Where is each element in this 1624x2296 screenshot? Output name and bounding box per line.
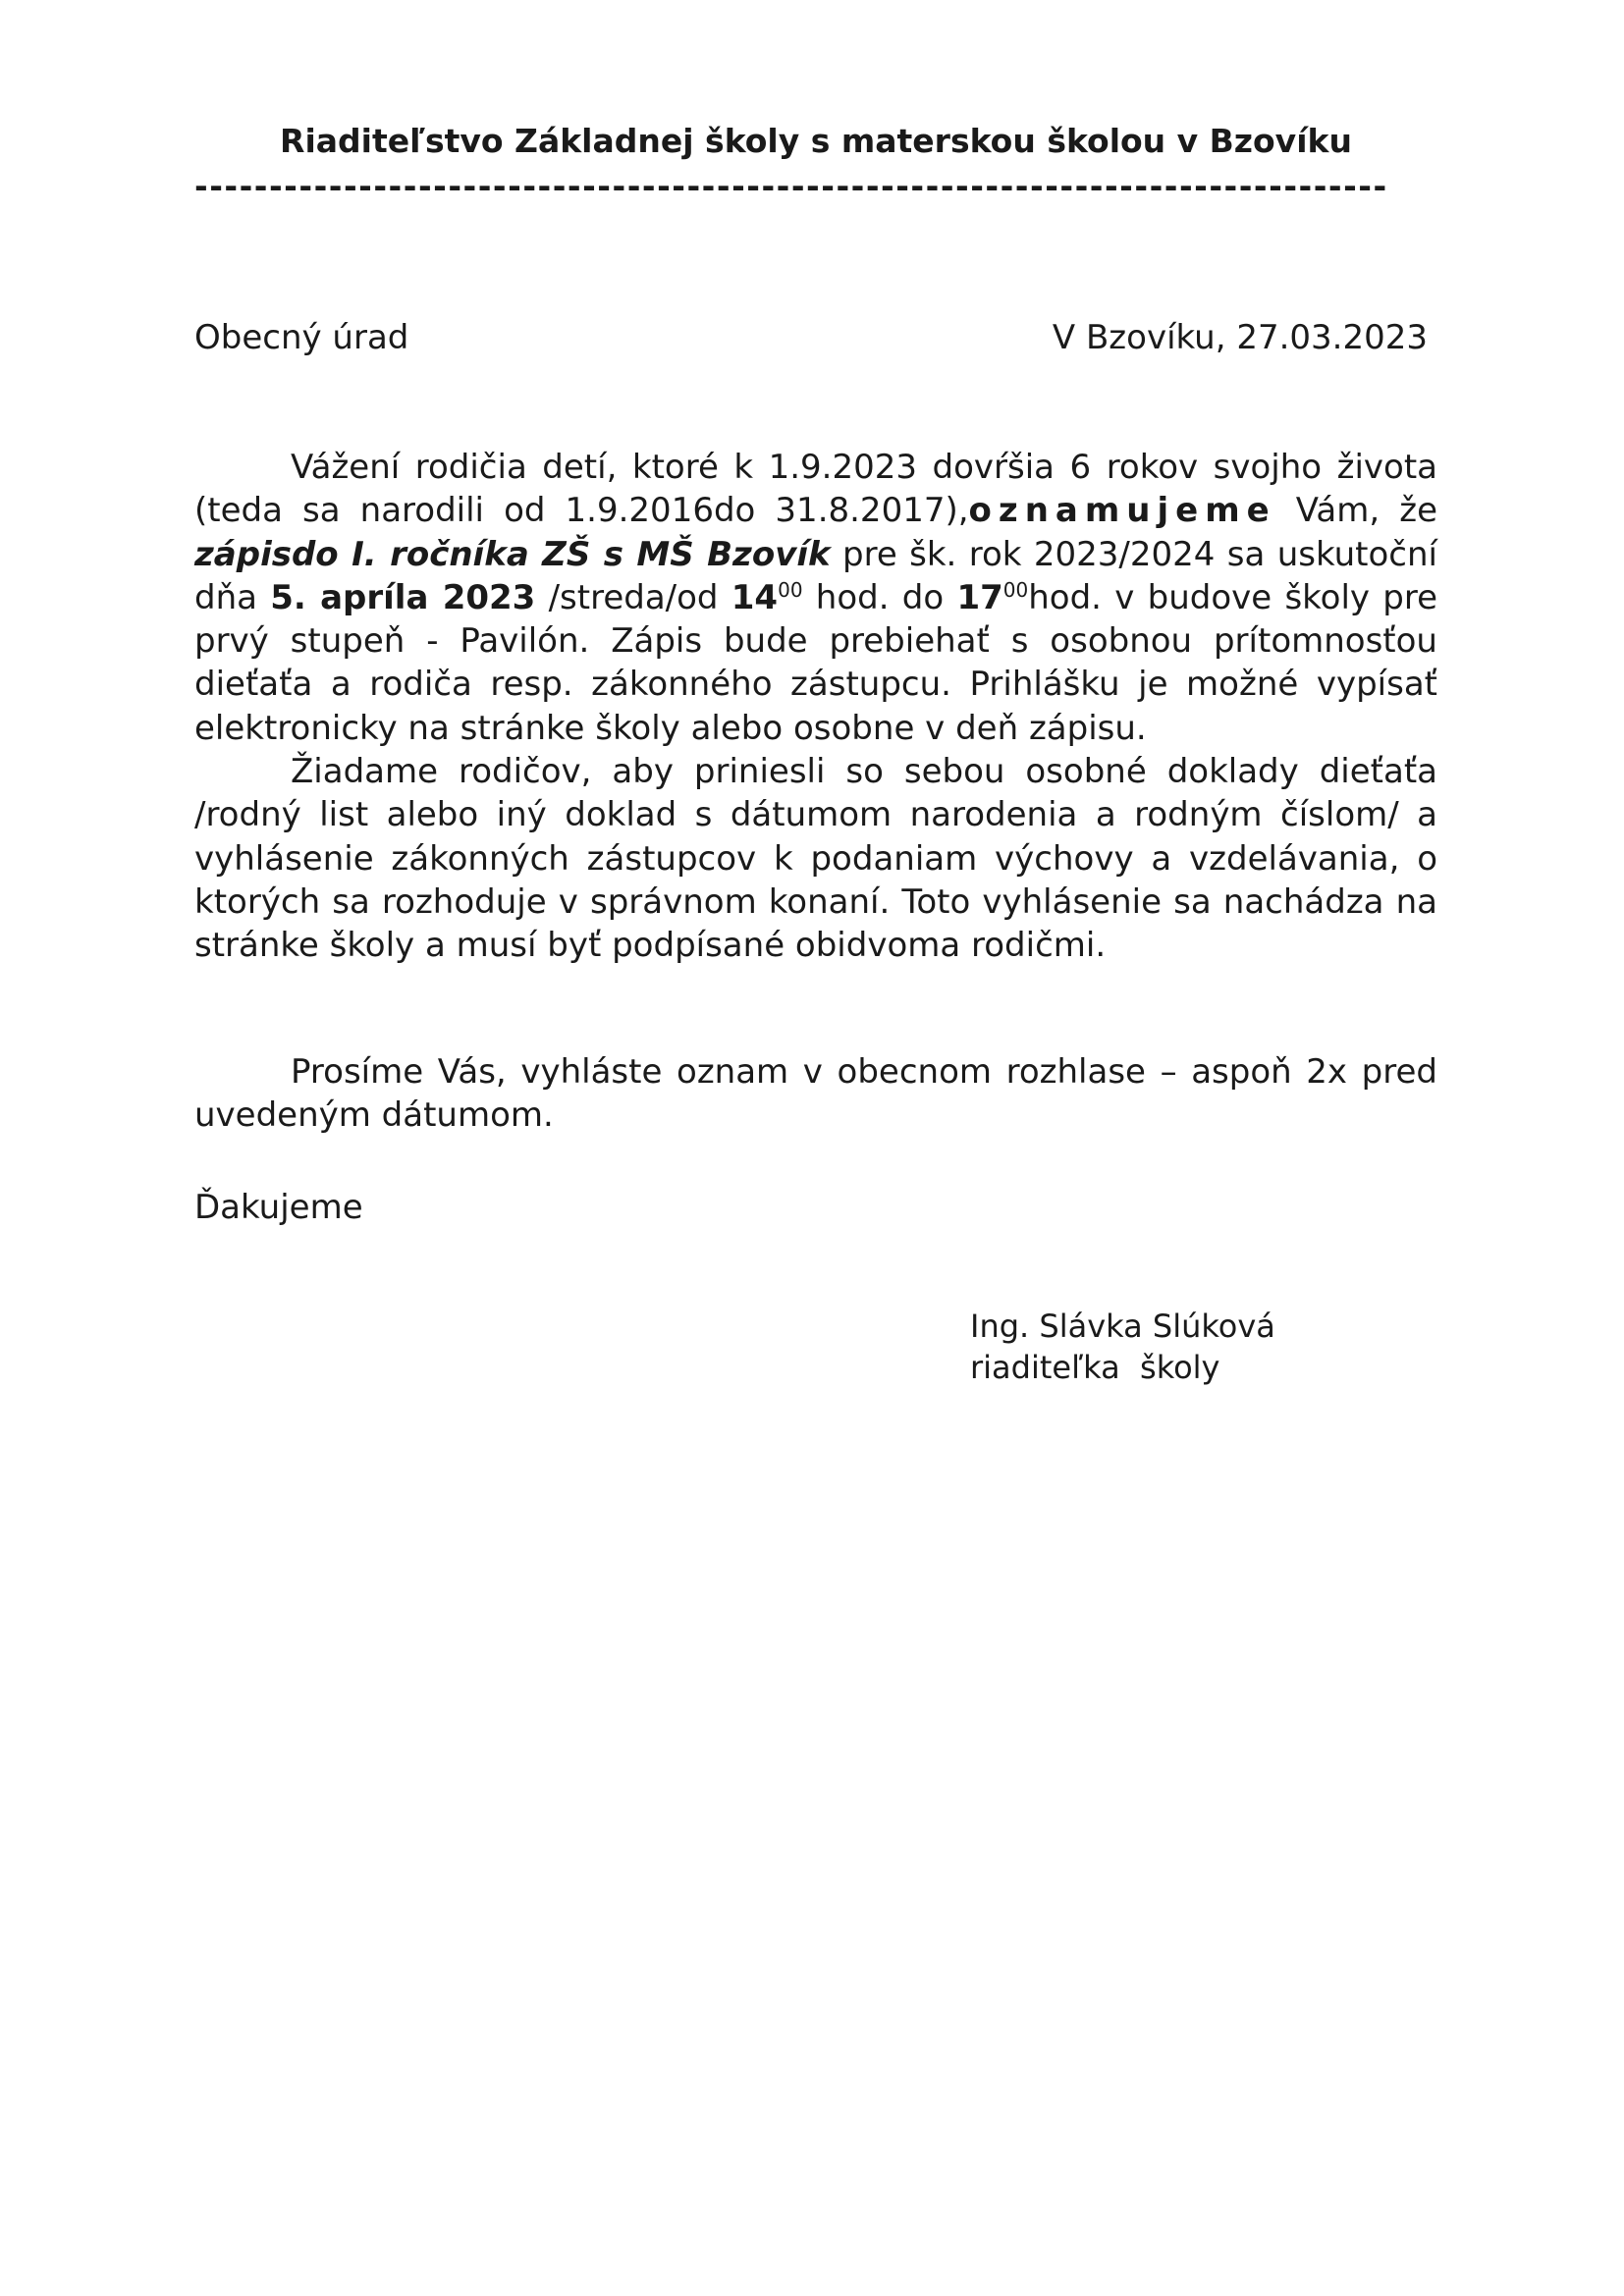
emphasis-announce: oznamujeme bbox=[968, 491, 1276, 531]
signatory-role: riaditeľka školy bbox=[970, 1349, 1220, 1386]
paragraph-documents: Žiadame rodičov, aby priniesli so sebou osobné doklady dieťaťa /rodný list alebo iný doklad s dátumom narodenia a rodným číslom/ a vyhlásenie zákonných zástupcov k podaniam výchovy a vzdelávania, o ktorých sa rozhoduje v správnom konaní. Toto vyhlásenie sa nachádza na stránke školy a musí byť podpísané obidvoma rodičmi. bbox=[194, 752, 1437, 966]
request-block bbox=[194, 1050, 1437, 1138]
enrollment-date: 5. apríla 2023 bbox=[270, 577, 536, 617]
addressee: Obecný úrad bbox=[194, 318, 409, 357]
start-minutes: 00 bbox=[778, 577, 803, 602]
closing-thanks: Ďakujeme bbox=[194, 1188, 363, 1227]
letterhead-divider: -------------------------------------------------------------------------------- bbox=[194, 167, 1388, 205]
text-run: /streda/od bbox=[535, 577, 731, 617]
text-run: hod. v budove školy pre prvý stupeň - Pavilón. Zápis bude prebiehať s osobnou prítomnosťou dieťaťa a rodiča resp. zákonného zástupcu. Prihlášku je možné vypísať elektronicky na stránke školy alebo osobne v deň zápisu. bbox=[194, 577, 1438, 748]
emphasis-enrollment: zápisdo I. ročníka ZŠ s MŠ Bzovík bbox=[194, 534, 831, 574]
signatory-name: Ing. Slávka Slúková bbox=[970, 1308, 1275, 1345]
paragraph-announcement bbox=[194, 446, 1437, 750]
place-date: V Bzovíku, 27.03.2023 bbox=[1052, 318, 1428, 357]
start-hour: 14 bbox=[731, 577, 779, 617]
end-minutes: 00 bbox=[1002, 577, 1029, 602]
letter-body bbox=[194, 446, 1437, 968]
signature-block bbox=[970, 1306, 1275, 1388]
letterhead-title: Riaditeľstvo Základnej školy s materskou školou v Bzovíku bbox=[280, 122, 1352, 160]
text-run: Vážení rodičia detí, ktoré k 1.9.2023 dovŕšia 6 rokov svojho života (teda sa narodili od 1.9.2016do 31.8.2017), bbox=[194, 448, 1437, 531]
end-hour: 17 bbox=[956, 577, 1003, 617]
text-run: Vám, že bbox=[1275, 491, 1438, 531]
paragraph-request: Prosíme Vás, vyhláste oznam v obecnom rozhlase – aspoň 2x pred uvedeným dátumom. bbox=[194, 1052, 1437, 1136]
text-run: pre šk. rok 2023/2024 sa uskutoční dňa bbox=[194, 534, 1437, 617]
text-run: hod. do bbox=[802, 577, 957, 617]
